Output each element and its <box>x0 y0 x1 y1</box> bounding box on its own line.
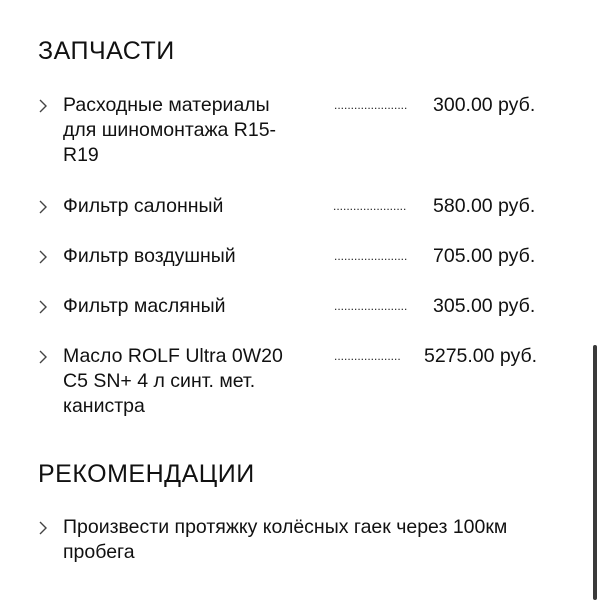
part-price: 705.00 руб. <box>433 245 536 267</box>
chevron-right-icon <box>36 344 50 369</box>
parts-list-item <box>36 194 576 219</box>
recommendation-list-item <box>36 515 576 565</box>
recommendation-text: Произвести протяжку колёсных гаек через 100км пробега <box>63 516 508 563</box>
leader-dots: ...................... <box>333 199 407 213</box>
parts-list-item <box>36 344 576 419</box>
chevron-right-icon <box>36 515 50 540</box>
parts-list-item <box>36 93 576 168</box>
part-name: Масло ROLF Ultra 0W20 C5 SN+ 4 л синт. мет. канистра <box>63 345 283 417</box>
part-name: Фильтр воздушный <box>63 245 236 267</box>
part-price: 305.00 руб. <box>433 295 536 317</box>
chevron-right-icon <box>36 93 50 118</box>
leader-dots: ...................... <box>334 98 408 112</box>
parts-list-item <box>36 244 576 269</box>
leader-dots: .................... <box>334 349 401 363</box>
part-name: Расходные материалы для шиномонтажа R15-R19 <box>63 94 277 166</box>
part-price: 580.00 руб. <box>433 195 536 217</box>
leader-dots: ...................... <box>334 299 408 313</box>
part-price: 300.00 руб. <box>433 94 536 116</box>
parts-section-title: ЗАПЧАСТИ <box>38 37 175 65</box>
leader-dots: ...................... <box>334 249 408 263</box>
parts-list-item <box>36 294 576 319</box>
recommendations-section-title: РЕКОМЕНДАЦИИ <box>38 460 255 488</box>
scrollbar-thumb[interactable] <box>593 345 597 600</box>
part-name: Фильтр масляный <box>63 295 226 317</box>
chevron-right-icon <box>36 294 50 319</box>
chevron-right-icon <box>36 244 50 269</box>
chevron-right-icon <box>36 194 50 219</box>
part-price: 5275.00 руб. <box>424 345 538 367</box>
part-name: Фильтр салонный <box>63 195 224 217</box>
